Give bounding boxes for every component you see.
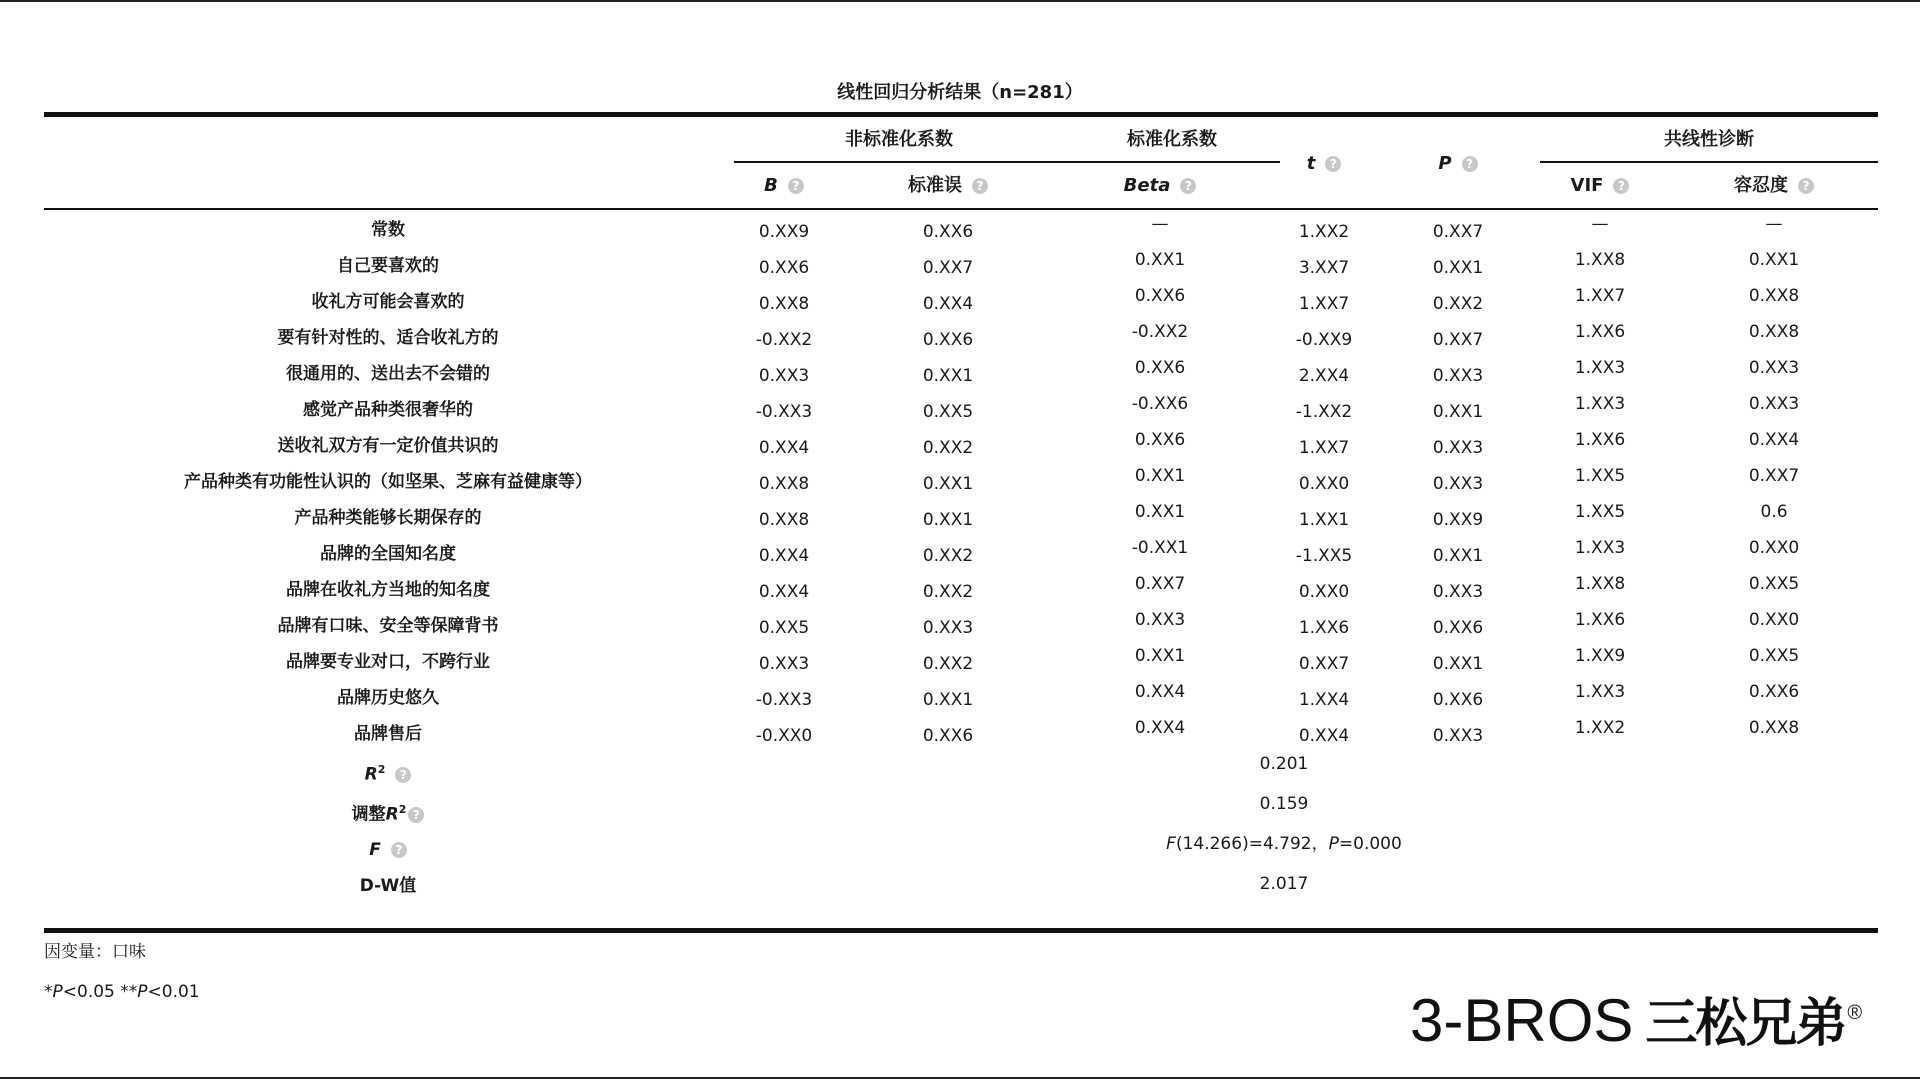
cell-p: 0.XX1 bbox=[1432, 258, 1484, 278]
cell-t: 1.XX2 bbox=[1298, 222, 1350, 242]
cell-se: 0.XX1 bbox=[922, 474, 974, 494]
header-tolerance-text: 容忍度 bbox=[1734, 175, 1788, 196]
table-row bbox=[44, 504, 1878, 540]
cell-beta: -0.XX2 bbox=[1131, 322, 1189, 342]
cell-t: -0.XX9 bbox=[1295, 330, 1353, 350]
cell-se: 0.XX2 bbox=[922, 582, 974, 602]
cell-se: 0.XX6 bbox=[922, 726, 974, 746]
cell-p: 0.XX1 bbox=[1432, 654, 1484, 674]
cell-se: 0.XX2 bbox=[922, 438, 974, 458]
row-label: 品牌售后 bbox=[354, 724, 422, 744]
row-label: 品牌的全国知名度 bbox=[320, 544, 456, 564]
cell-beta: 0.XX4 bbox=[1134, 682, 1186, 702]
help-icon[interactable]: ? bbox=[972, 178, 988, 194]
cell-vif: 1.XX2 bbox=[1574, 718, 1626, 738]
cell-b: 0.XX8 bbox=[758, 474, 810, 494]
row-label: 产品种类有功能性认识的（如坚果、芝麻有益健康等） bbox=[184, 472, 592, 492]
help-icon[interactable]: ? bbox=[788, 178, 804, 194]
help-icon[interactable]: ? bbox=[1798, 178, 1814, 194]
stat-adj-symbol: R bbox=[385, 804, 399, 825]
header-b-text: B bbox=[764, 175, 778, 196]
note-mid: <0.05 ** bbox=[62, 982, 138, 1002]
cell-se: 0.XX2 bbox=[922, 546, 974, 566]
brand-logo bbox=[1410, 987, 1890, 1060]
cell-p: 0.XX3 bbox=[1432, 366, 1484, 386]
row-label: 产品种类能够长期保存的 bbox=[294, 508, 482, 528]
cell-beta: -0.XX6 bbox=[1131, 394, 1189, 414]
cell-t: 1.XX4 bbox=[1298, 690, 1350, 710]
cell-p: 0.XX2 bbox=[1432, 294, 1484, 314]
note-significance bbox=[44, 980, 200, 1004]
cell-se: 0.XX1 bbox=[922, 366, 974, 386]
cell-beta: 0.XX6 bbox=[1134, 286, 1186, 306]
header-collinearity-subrule bbox=[1540, 161, 1878, 163]
cell-se: 0.XX6 bbox=[922, 330, 974, 350]
table-bottom-rule bbox=[44, 928, 1878, 933]
table-row bbox=[44, 432, 1878, 468]
cell-vif: 1.XX5 bbox=[1574, 466, 1626, 486]
cell-vif: 1.XX6 bbox=[1574, 430, 1626, 450]
stat-adj-r2-label bbox=[44, 796, 732, 829]
table-title: 线性回归分析结果（n=281） bbox=[837, 82, 1083, 103]
cell-vif: 1.XX9 bbox=[1574, 646, 1626, 666]
table-row bbox=[44, 360, 1878, 396]
header-p-text: P bbox=[1438, 153, 1452, 174]
stat-f-value bbox=[1044, 832, 1524, 856]
row-label: 品牌有口味、安全等保障背书 bbox=[277, 616, 499, 636]
cell-b: -0.XX3 bbox=[755, 690, 813, 710]
cell-tol: 0.6 bbox=[1760, 502, 1788, 522]
stat-row-f bbox=[44, 836, 1878, 876]
cell-vif: 1.XX3 bbox=[1574, 358, 1626, 378]
cell-b: 0.XX3 bbox=[758, 366, 810, 386]
table-row bbox=[44, 576, 1878, 612]
top-border-line bbox=[0, 0, 1920, 2]
header-vif-text: VIF bbox=[1570, 175, 1604, 196]
cell-vif: 1.XX5 bbox=[1574, 502, 1626, 522]
cell-b: 0.XX8 bbox=[758, 510, 810, 530]
stat-dw-label: D-W值 bbox=[359, 876, 417, 896]
cell-t: 1.XX1 bbox=[1298, 510, 1350, 530]
cell-vif: 1.XX3 bbox=[1574, 394, 1626, 414]
help-icon[interactable]: ? bbox=[1325, 156, 1341, 172]
cell-t: 0.XX0 bbox=[1298, 474, 1350, 494]
cell-beta: 0.XX1 bbox=[1134, 250, 1186, 270]
cell-tol: 0.XX4 bbox=[1748, 430, 1800, 450]
cell-t: 3.XX7 bbox=[1298, 258, 1350, 278]
row-label: 品牌在收礼方当地的知名度 bbox=[286, 580, 490, 600]
header-t-text: t bbox=[1306, 153, 1316, 174]
header-se bbox=[868, 174, 1028, 198]
cell-vif: 1.XX8 bbox=[1574, 250, 1626, 270]
cell-beta: 0.XX6 bbox=[1134, 358, 1186, 378]
cell-p: 0.XX3 bbox=[1432, 474, 1484, 494]
cell-p: 0.XX3 bbox=[1432, 582, 1484, 602]
header-vif bbox=[1520, 174, 1680, 198]
stat-f-value-end: =0.000 bbox=[1338, 834, 1402, 854]
header-collinearity: 共线性诊断 bbox=[1664, 129, 1754, 150]
cell-beta: 0.XX3 bbox=[1134, 610, 1186, 630]
cell-se: 0.XX7 bbox=[922, 258, 974, 278]
cell-beta: 0.XX7 bbox=[1134, 574, 1186, 594]
note-p1: P bbox=[52, 982, 63, 1002]
cell-p: 0.XX9 bbox=[1432, 510, 1484, 530]
stat-adj-sup: 2 bbox=[398, 803, 407, 816]
stat-adj-prefix: 调整 bbox=[351, 804, 386, 825]
header-beta-text: Beta bbox=[1123, 175, 1171, 196]
header-unstandardized: 非标准化系数 bbox=[845, 129, 953, 150]
cell-tol: 0.XX3 bbox=[1748, 394, 1800, 414]
table-row bbox=[44, 720, 1878, 756]
cell-t: 0.XX0 bbox=[1298, 582, 1350, 602]
header-p bbox=[1378, 152, 1538, 176]
cell-p: 0.XX6 bbox=[1432, 690, 1484, 710]
note-p2: P bbox=[137, 982, 148, 1002]
cell-b: 0.XX3 bbox=[758, 654, 810, 674]
cell-se: 0.XX1 bbox=[922, 690, 974, 710]
registered-mark: ® bbox=[1847, 1002, 1863, 1024]
cell-b: 0.XX6 bbox=[758, 258, 810, 278]
cell-b: 0.XX4 bbox=[758, 438, 810, 458]
header-se-text: 标准误 bbox=[908, 175, 962, 196]
cell-vif: 1.XX6 bbox=[1574, 322, 1626, 342]
table-row bbox=[44, 684, 1878, 720]
cell-vif: 1.XX6 bbox=[1574, 610, 1626, 630]
stat-adj-r2-value: 0.159 bbox=[1259, 794, 1309, 814]
cell-tol: 0.XX3 bbox=[1748, 358, 1800, 378]
table-top-rule bbox=[44, 112, 1878, 117]
help-icon[interactable]: ? bbox=[395, 767, 411, 783]
cell-tol: — bbox=[1765, 214, 1783, 234]
cell-beta: 0.XX4 bbox=[1134, 718, 1186, 738]
help-icon[interactable]: ? bbox=[408, 807, 424, 823]
cell-t: 1.XX6 bbox=[1298, 618, 1350, 638]
brand-logo-cn: 三松兄弟 bbox=[1645, 995, 1846, 1053]
cell-b: 0.XX4 bbox=[758, 582, 810, 602]
stat-f-symbol: F bbox=[369, 840, 381, 860]
cell-se: 0.XX6 bbox=[922, 222, 974, 242]
help-icon[interactable]: ? bbox=[1613, 178, 1629, 194]
cell-tol: 0.XX5 bbox=[1748, 574, 1800, 594]
cell-p: 0.XX3 bbox=[1432, 438, 1484, 458]
cell-tol: 0.XX8 bbox=[1748, 718, 1800, 738]
note-end: <0.01 bbox=[147, 982, 200, 1002]
row-label: 很通用的、送出去不会错的 bbox=[286, 364, 490, 384]
cell-b: -0.XX3 bbox=[755, 402, 813, 422]
cell-tol: 0.XX5 bbox=[1748, 646, 1800, 666]
cell-beta: — bbox=[1151, 214, 1169, 234]
row-label: 要有针对性的、适合收礼方的 bbox=[277, 328, 499, 348]
cell-p: 0.XX7 bbox=[1432, 222, 1484, 242]
cell-t: 0.XX4 bbox=[1298, 726, 1350, 746]
cell-beta: -0.XX1 bbox=[1131, 538, 1189, 558]
brand-logo-en: 3-BROS bbox=[1410, 987, 1634, 1054]
table-row bbox=[44, 396, 1878, 432]
cell-vif: 1.XX3 bbox=[1574, 682, 1626, 702]
note-dependent-variable: 因变量：口味 bbox=[44, 942, 146, 962]
cell-tol: 0.XX1 bbox=[1748, 250, 1800, 270]
cell-beta: 0.XX1 bbox=[1134, 646, 1186, 666]
cell-beta: 0.XX1 bbox=[1134, 502, 1186, 522]
stat-dw-value: 2.017 bbox=[1259, 874, 1309, 894]
stat-row-dw bbox=[44, 872, 1878, 912]
header-standardized: 标准化系数 bbox=[1127, 129, 1217, 150]
stat-r2-sup: 2 bbox=[377, 763, 386, 776]
cell-b: 0.XX5 bbox=[758, 618, 810, 638]
cell-tol: 0.XX0 bbox=[1748, 610, 1800, 630]
table-row bbox=[44, 324, 1878, 360]
table-row bbox=[44, 252, 1878, 288]
stat-f-value-mid: (14.266)=4.792， bbox=[1175, 834, 1329, 854]
cell-se: 0.XX4 bbox=[922, 294, 974, 314]
cell-tol: 0.XX6 bbox=[1748, 682, 1800, 702]
cell-tol: 0.XX8 bbox=[1748, 322, 1800, 342]
cell-se: 0.XX5 bbox=[922, 402, 974, 422]
cell-beta: 0.XX6 bbox=[1134, 430, 1186, 450]
cell-t: 1.XX7 bbox=[1298, 294, 1350, 314]
stat-r2-value: 0.201 bbox=[1259, 754, 1309, 774]
cell-b: -0.XX0 bbox=[755, 726, 813, 746]
cell-b: 0.XX4 bbox=[758, 546, 810, 566]
cell-p: 0.XX6 bbox=[1432, 618, 1484, 638]
row-label: 收礼方可能会喜欢的 bbox=[311, 292, 465, 312]
cell-tol: 0.XX0 bbox=[1748, 538, 1800, 558]
cell-t: 1.XX7 bbox=[1298, 438, 1350, 458]
help-icon[interactable]: ? bbox=[1180, 178, 1196, 194]
table-row bbox=[44, 288, 1878, 324]
cell-p: 0.XX1 bbox=[1432, 402, 1484, 422]
cell-t: 0.XX7 bbox=[1298, 654, 1350, 674]
note-star: * bbox=[44, 982, 53, 1002]
stat-r2-label bbox=[44, 756, 732, 789]
help-icon[interactable]: ? bbox=[391, 842, 407, 858]
row-label: 常数 bbox=[371, 220, 405, 240]
table-row bbox=[44, 468, 1878, 504]
stat-row-adj-r2 bbox=[44, 796, 1878, 836]
cell-p: 0.XX7 bbox=[1432, 330, 1484, 350]
cell-p: 0.XX1 bbox=[1432, 546, 1484, 566]
row-label: 品牌历史悠久 bbox=[337, 688, 439, 708]
cell-b: -0.XX2 bbox=[755, 330, 813, 350]
cell-p: 0.XX3 bbox=[1432, 726, 1484, 746]
row-label: 感觉产品种类很奢华的 bbox=[303, 400, 473, 420]
cell-tol: 0.XX8 bbox=[1748, 286, 1800, 306]
row-label: 送收礼双方有一定价值共识的 bbox=[277, 436, 499, 456]
stat-f-label bbox=[44, 836, 732, 864]
header-tolerance bbox=[1694, 174, 1854, 198]
cell-t: 2.XX4 bbox=[1298, 366, 1350, 386]
stat-row-r2 bbox=[44, 756, 1878, 796]
header-b bbox=[704, 174, 864, 198]
stat-f-value-p: P bbox=[1328, 834, 1339, 854]
cell-beta: 0.XX1 bbox=[1134, 466, 1186, 486]
cell-vif: — bbox=[1591, 214, 1609, 234]
help-icon[interactable]: ? bbox=[1462, 156, 1478, 172]
cell-b: 0.XX9 bbox=[758, 222, 810, 242]
cell-vif: 1.XX7 bbox=[1574, 286, 1626, 306]
cell-vif: 1.XX3 bbox=[1574, 538, 1626, 558]
cell-vif: 1.XX8 bbox=[1574, 574, 1626, 594]
table-row bbox=[44, 648, 1878, 684]
cell-se: 0.XX2 bbox=[922, 654, 974, 674]
table-row bbox=[44, 612, 1878, 648]
header-beta bbox=[1080, 174, 1240, 198]
cell-t: -1.XX5 bbox=[1295, 546, 1353, 566]
cell-tol: 0.XX7 bbox=[1748, 466, 1800, 486]
header-bottom-rule bbox=[44, 208, 1878, 210]
stat-r2-symbol: R bbox=[364, 764, 378, 785]
bottom-border-line bbox=[0, 1077, 1920, 1079]
cell-t: -1.XX2 bbox=[1295, 402, 1353, 422]
cell-se: 0.XX1 bbox=[922, 510, 974, 530]
header-coef-subrule bbox=[734, 161, 1280, 163]
table-row bbox=[44, 216, 1878, 252]
row-label: 自己要喜欢的 bbox=[337, 256, 439, 276]
cell-b: 0.XX8 bbox=[758, 294, 810, 314]
row-label: 品牌要专业对口，不跨行业 bbox=[286, 652, 490, 672]
stat-f-value-f: F bbox=[1166, 834, 1176, 854]
table-row bbox=[44, 540, 1878, 576]
cell-se: 0.XX3 bbox=[922, 618, 974, 638]
